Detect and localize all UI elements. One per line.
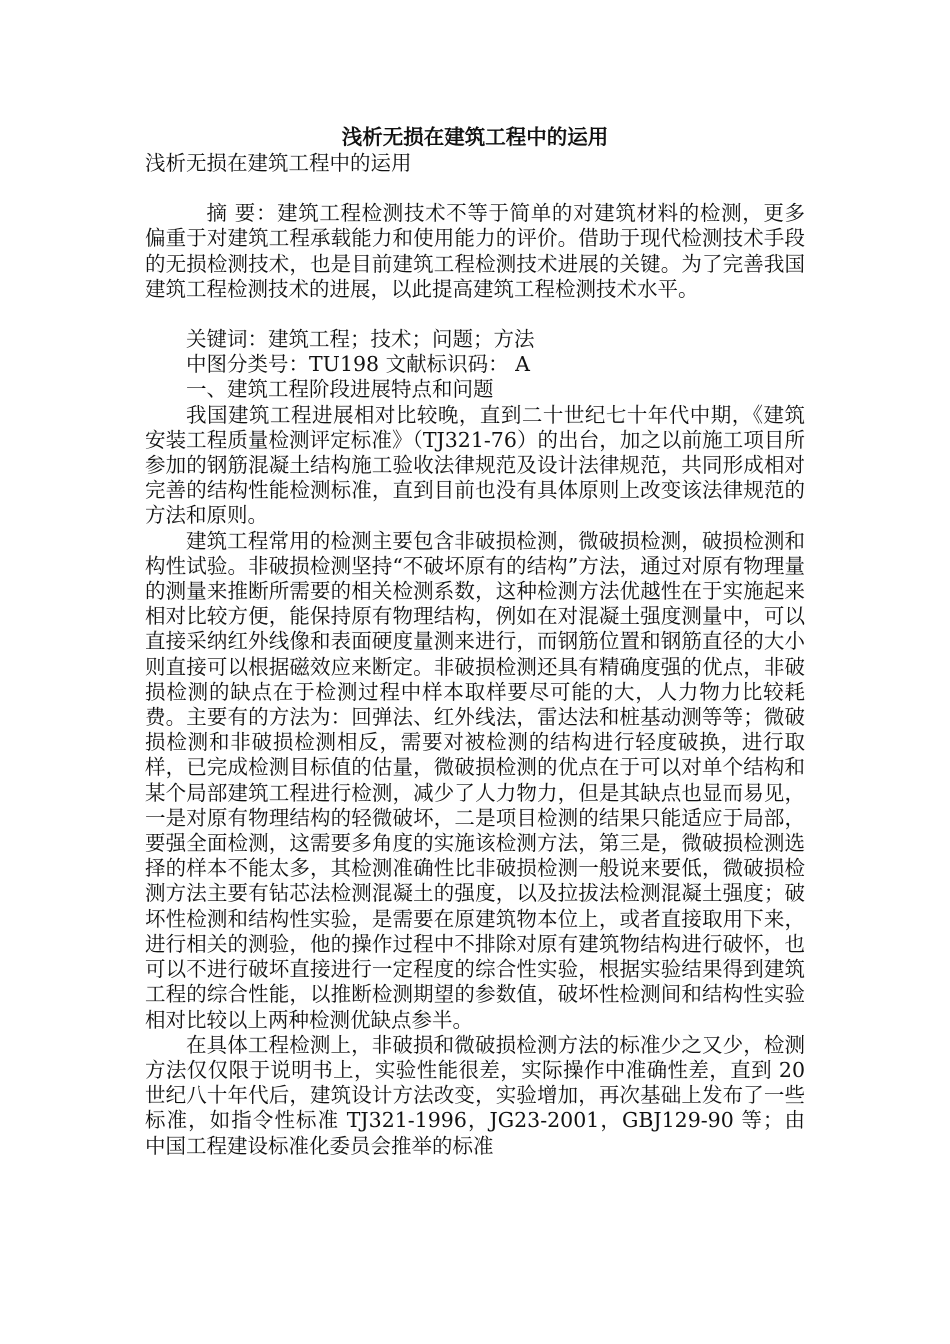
document-body (145, 124, 805, 1159)
document-title: 浅析无损在建筑工程中的运用 (341, 125, 609, 149)
document-subtitle: 浅析无损在建筑工程中的运用 (145, 151, 412, 175)
abstract-paragraph: 摘 要：建筑工程检测技术不等于简单的对建筑材料的检测，更多偏重于对建筑工程承载能力和使用能力的评价。借助于现代检测技术手段的无损检测技术，也是目前建筑工程检测技术进展的关键。为了完善我国建筑工程检测技术的进展，以此提高建筑工程检测技术水平。 (145, 201, 805, 301)
body-paragraph: 建筑工程常用的检测主要包含非破损检测，微破损检测，破损检测和构性试验。非破损检测坚持“不破坏原有的结构”方法，通过对原有物理量的测量来推断所需要的相关检测系数，这种检测方法优越性在于实施起来相对比较方便，能保持原有物理结构，例如在对混凝土强度测量中，可以直接采纳红外线像和表面硬度量测来进行，而钢筋位置和钢筋直径的大小则直接可以根据磁效应来断定。非破损检测还具有精确度强的优点，非破损检测的缺点在于检测过程中样本取样要尽可能的大，人力物力比较耗费。主要有的方法为：回弹法、红外线法，雷达法和桩基动测等等；微破损检测和非破损检测相反，需要对被检测的结构进行轻度破换，进行取样，已完成检测目标值的估量，微破损检测的优点在于可以对单个结构和某个局部建筑工程进行检测，减少了人力物力，但是其缺点也显而易见，一是对原有物理结构的轻微破坏，二是项目检测的结果只能适应于局部，要强全面检测，这需要多角度的实施该检测方法，第三是，微破损检测选择的样本不能太多，其检测准确性比非破损检测一般说来要低，微破损检测方法主要有钻芯法检测混凝土的强度，以及拉拔法检测混凝土强度；破坏性检测和结构性实验，是需要在原建筑物本位上，或者直接取用下来，进行相关的测验，他的操作过程中不排除对原有建筑物结构进行破怀，也可以不进行破坏直接进行一定程度的综合性实验，根据实验结果得到建筑工程的综合性能，以推断检测期望的参数值，破坏性检测间和结构性实验相对比较以上两种检测优缺点参半。 (145, 528, 805, 1032)
blank-line (145, 176, 805, 201)
keywords-line: 关键词：建筑工程；技术；问题；方法 (186, 327, 535, 352)
classification-line: 中图分类号：TU198 文献标识码： A (186, 352, 530, 377)
blank-line (145, 302, 805, 327)
body-paragraph: 我国建筑工程进展相对比较晚，直到二十世纪七十年代中期，《建筑安装工程质量检测评定标准》（TJ321-76）的出台，加之以前施工项目所参加的钢筋混凝土结构施工验收法律规范及设计法律规范，共同形成相对完善的结构性能检测标准，直到目前也没有具体原则上改变该法律规范的方法和原则。 (145, 402, 805, 528)
body-paragraph: 在具体工程检测上，非破损和微破损检测方法的标准少之又少，检测方法仅仅限于说明书上，实验性能很差，实际操作中准确性差，直到 20 世纪八十年代后，建筑设计方法改变，实验增加，再次基础上发布了一些标准，如指令性标准 TJ321-1996，JG23-2001，GBJ129-90 等；由中国工程建设标准化委员会推举的标准 (145, 1032, 805, 1158)
section-heading: 一、建筑工程阶段进展特点和问题 (186, 377, 494, 402)
